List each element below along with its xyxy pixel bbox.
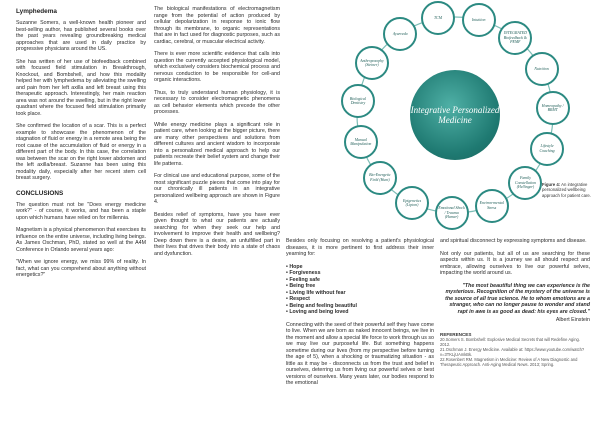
reference-item: 22.Rosenbert RM. Magnetism in Medicine: Review of A New Diagnostic and Therapeutic Approach. Anti-Aging Medical News. 2013; Spring. [440, 356, 578, 367]
paragraph: Thus, to truly understand human physiology, it is necessary to consider electromagnetic phenomena as cell behavior elements which precede the other processes. [154, 89, 280, 115]
list-item: • Being and feeling beautiful [286, 302, 358, 309]
reference-item: 21.Oschman J. Energy Medicine. Available at: https://www.youtube.com/watch?v=3TKLjUAmkBk. [440, 346, 585, 357]
paragraph: The question must not be "Does energy medicine work?" - of course, it works, and has been a staple upon which humans have relied on for millennia. [16, 201, 146, 221]
paragraph: "When we ignore energy, we miss 99% of reality. In fact, what can you comprehend about anything without energetics?" [16, 259, 146, 278]
column-1 [16, 8, 146, 285]
list-item: • Feeling safe [286, 276, 320, 283]
diagram-node: INTEGRATED Biofeedback & PEMF [498, 21, 532, 55]
section-heading-lymphedema: Lymphedema [16, 8, 57, 15]
paragraph: The biological manifestations of electromagnetism range from the potential of action produced by cellular depolarization in response to ionic flow through its membrane, to organic representations that are in fact used for diagnostic purposes, such as cardiac, cerebral, or muscular electrical activity. [154, 6, 280, 45]
diagram-node: Homeopathy / BRMT [536, 91, 570, 125]
paragraph: While energy medicine plays a significant role in patient care, when looking at the bigger picture, there are many other perspectives and solutions from different cultures and ancient wisdom to incorporate into a personalized medical approach to help our patients recreate their belief system and change their life patterns. [154, 121, 280, 167]
figure-caption-text: An integrative personalized wellbeing approach for patient care. [542, 182, 591, 198]
diagram-node: Manual Manipulation [344, 125, 378, 159]
list-item: • Living life without fear [286, 289, 346, 296]
references-heading: REFERENCES [440, 331, 472, 337]
paragraph: and spiritual disconnect by expressing symptoms and disease. [440, 238, 587, 244]
diagram-node: Emotional Shock / Trauma (Hamer) [435, 196, 469, 230]
list-item: • Hope [286, 263, 303, 270]
diagram-node: Anthroposophy (Steiner) [355, 46, 389, 80]
figure-caption-label: Figure 4: [542, 182, 561, 187]
paragraph: Not only our patients, but all of us are searching for these aspects within us. It is a journey we all should respect and embrace, allowing ourselves to live our powerful selves, impacting the world around us. [440, 250, 590, 276]
references [440, 332, 590, 367]
list-item: • Respect [286, 296, 310, 302]
list-item: • Being free [286, 283, 316, 289]
diagram-node: Biological Dentistry [341, 84, 375, 118]
diagram-node: Nutrition [525, 52, 559, 86]
column-2 [154, 6, 280, 263]
diagram-node: TCM [421, 1, 455, 35]
column-4 [440, 238, 590, 367]
diagram-node: Family Constellation (Hellinger) [508, 166, 542, 200]
list-item: • Loving and being loved [286, 309, 349, 315]
integrative-medicine-diagram [282, 0, 600, 236]
figure-caption [542, 182, 600, 198]
paragraph: Magnetism is a physical phenomenon that exercises its influence on the entire universe, including living beings. As James Oschman, PhD, stated so well at the A4M Conference in Orlando several years ago: [16, 227, 146, 253]
paragraph: There is ever more scientific evidence that calls into question the currently accepted physiological model, which exclusively considers biochemical process and nervous conduction to be responsible for cell-and organic interactions. [154, 51, 280, 83]
column-3 [286, 238, 434, 393]
einstein-quote: "The most beautiful thing we can experience is the mysterious. Recognition of the mystery of the universe is the source of all true science. He to whom emotions are a stranger, who can no longer pause to wonder and stand rapt in awe is as good as dead: his eyes are closed." [445, 282, 590, 315]
diagram-node: Lifestyle Coaching [530, 132, 564, 166]
paragraph: Suzanne Somers, a well-known health pioneer and best-selling author, has published several books over the past years revealing groundbreaking medical approaches that are used in daily practice by progressive physicians around the US. [16, 20, 146, 52]
diagram-node: Epigenetics (Lipton) [395, 186, 429, 220]
list-item: • Forgiveness [286, 270, 321, 276]
diagram-node: Ayurveda [383, 17, 417, 51]
paragraph: For clinical use and educational purpose, some of the most significant puzzle pieces that come into play for our chronically ill patients in an integrative personalized wellbeing approach are shown in Figure 4. [154, 173, 280, 205]
paragraph: She confirmed the location of a scar. This is a perfect example to showcase the phenomenon of the stagnation of fluid or energy in a remote area being the root cause of the accumulation of fluid or energy in a different part of the body. In this case, the correlation was between the scar on the right lower abdomen and the left axilla/breast. Suzanne has been using this modality daily, especially after her recent stem cell breast surgery. [16, 123, 146, 181]
quote-author: Albert Einstein [555, 317, 590, 323]
paragraph: Besides only focusing on resolving a patient's physiological diseases, it is more pertinent to first address their inner yearning for: [286, 238, 434, 257]
paragraph: Besides relief of symptoms, have you have ever given thought to what our patients are actually searching for when they seek our help and involvement to improve their health and wellbeing? Deep down there is a desire, an unfulfilled part in their lives that drives their body into a state of chaos and dysfunction. [154, 211, 280, 257]
diagram-node: Intuition [462, 3, 496, 37]
paragraph: Connecting with the seed of their powerful self they have come to live. When we are born as naked innocent beings, we live in the moment and allow a special life force to work through us so we may live our purposeful life. But something happens sometime during our lives (from my perspective before turning the age of 5), when a shocking or traumatizing situation - as little as it may be - disconnects us from the trust and belief in ourselves, deterring us from living our powerful selves or best versions of ourselves. Many years later, our bodies respond to the emotional [286, 321, 434, 386]
section-heading-conclusions: CONCLUSIONS [16, 189, 64, 197]
paragraph: She has written of her use of biofeedback combined with focused field stimulation in Breakthrough, Knockout, and Bombshell, and how this modality helped her with lymphedema by alleviating the swelling and pain from her left axilla and left breast using this therapeutic approach. Interestingly, her main reaction area was not around the swelling, but in the right lower quadrant where the focused field stimulation primarily took place. [16, 58, 146, 117]
reference-item: 20.Somers S. Bombshell: Explosive Medical Secrets that will Redefine Aging. 2012. [440, 336, 580, 347]
yearning-list [286, 264, 434, 316]
center-label: Integrative Personalized Medicine [410, 70, 500, 160]
diagram-node: Bio-Energetic Field (Hunt) [363, 161, 397, 195]
diagram-node: Environ-mental Stress [475, 189, 509, 223]
